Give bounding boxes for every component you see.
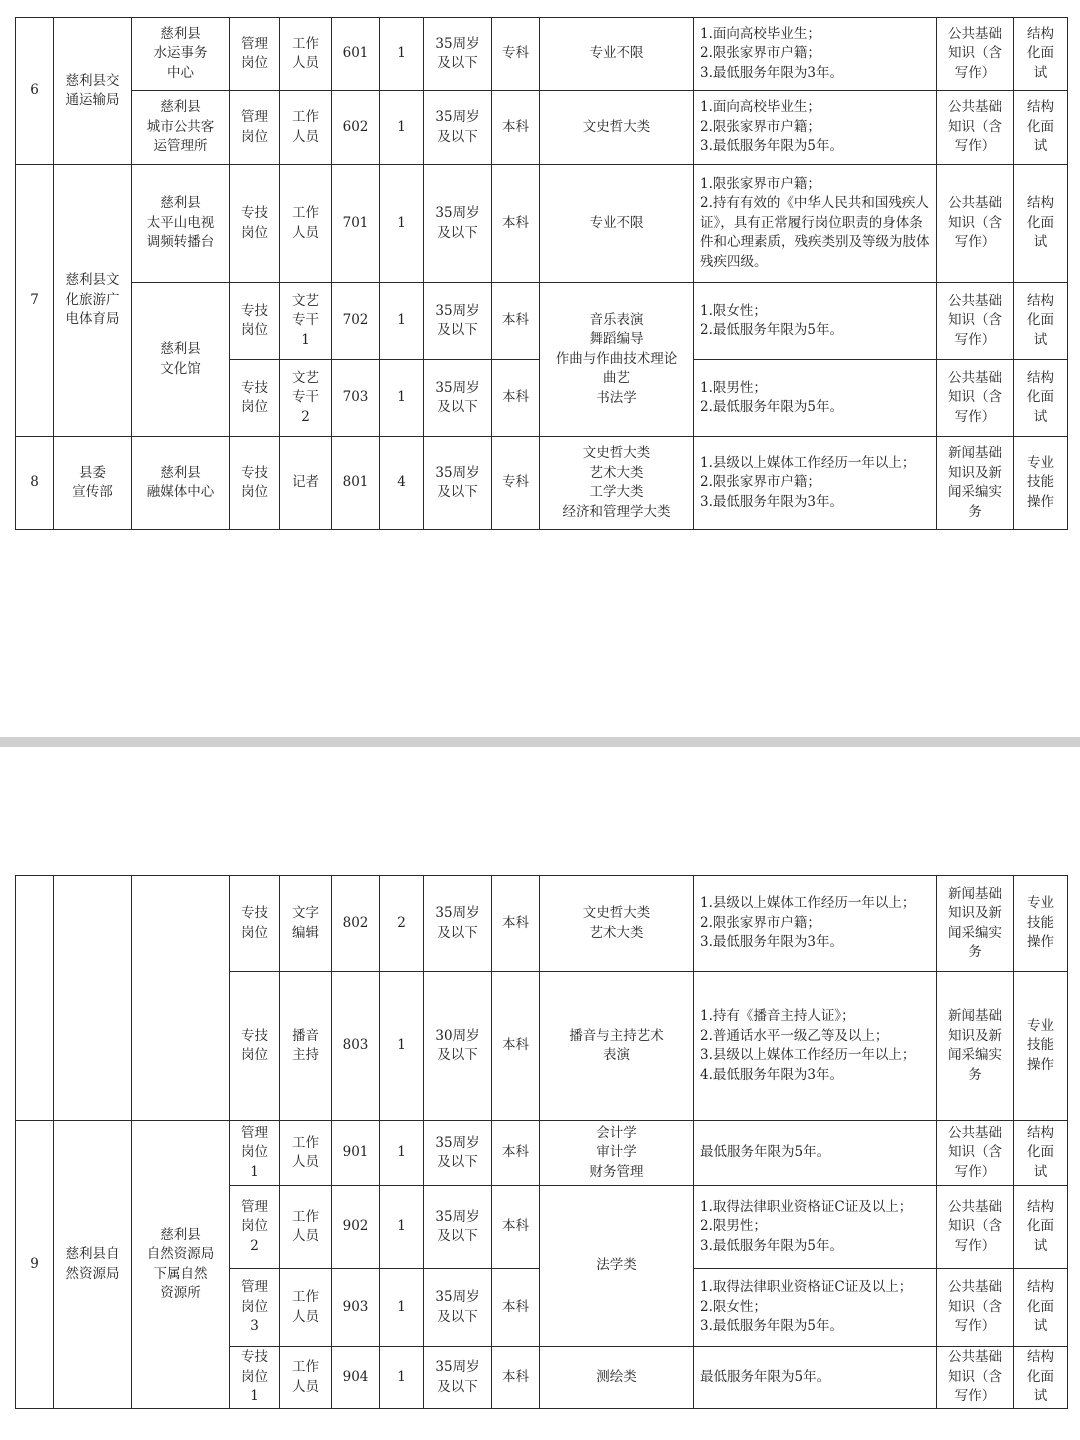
education-cell: 本科 [492, 1347, 540, 1409]
exam-subject-cell: 公共基础 知识（含 写作） [937, 283, 1014, 360]
education-cell: 本科 [492, 91, 540, 165]
unit-cell: 慈利县 融媒体中心 [132, 437, 230, 530]
department-cell: 慈利县文 化旅游广 电体育局 [54, 165, 132, 437]
department-cell: 慈利县交 通运输局 [54, 18, 132, 165]
requirements-cell: 最低服务年限为5年。 [694, 1347, 937, 1409]
education-cell: 本科 [492, 1269, 540, 1347]
exam-subject-cell: 公共基础 知识（含 写作） [937, 18, 1014, 91]
post-type-cell: 专技 岗位 1 [230, 1347, 280, 1409]
age-cell: 35周岁 及以下 [424, 1347, 492, 1409]
position-name-cell: 文艺 专干 1 [280, 283, 332, 360]
education-cell: 本科 [492, 360, 540, 437]
interview-cell: 专业 技能 操作 [1014, 876, 1068, 972]
post-type-cell: 专技 岗位 [230, 876, 280, 972]
education-cell: 本科 [492, 1186, 540, 1269]
requirements-cell: 1.限男性； 2.最低服务年限为5年。 [694, 360, 937, 437]
post-type-cell: 管理 岗位 2 [230, 1186, 280, 1269]
post-type-cell: 专技 岗位 [230, 437, 280, 530]
post-type-cell: 专技 岗位 [230, 972, 280, 1121]
recruitment-table-page2 [15, 875, 1068, 1409]
table-row [16, 283, 1068, 360]
exam-subject-cell: 公共基础 知识（含 写作） [937, 1186, 1014, 1269]
position-code-cell: 701 [332, 165, 380, 283]
age-cell: 35周岁 及以下 [424, 91, 492, 165]
position-code-cell: 803 [332, 972, 380, 1121]
count-cell: 1 [380, 165, 424, 283]
requirements-cell: 1.限女性； 2.最低服务年限为5年。 [694, 283, 937, 360]
exam-subject-cell: 公共基础 知识（含 写作） [937, 165, 1014, 283]
education-cell: 本科 [492, 876, 540, 972]
major-cell: 法学类 [540, 1186, 694, 1347]
position-name-cell: 文字 编辑 [280, 876, 332, 972]
table-row [16, 876, 1068, 972]
exam-subject-cell: 公共基础 知识（含 写作） [937, 91, 1014, 165]
requirements-cell: 1.取得法律职业资格证C证及以上； 2.限男性； 3.最低服务年限为5年。 [694, 1186, 937, 1269]
position-name-cell: 播音 主持 [280, 972, 332, 1121]
position-name-cell: 工作 人员 [280, 1347, 332, 1409]
post-type-cell: 管理 岗位 3 [230, 1269, 280, 1347]
major-cell: 专业不限 [540, 18, 694, 91]
major-cell: 测绘类 [540, 1347, 694, 1409]
department-cell: 县委 宣传部 [54, 437, 132, 530]
major-cell: 文史哲大类 艺术大类 [540, 876, 694, 972]
position-name-cell: 工作 人员 [280, 1121, 332, 1186]
row-index: 9 [16, 1121, 54, 1409]
age-cell: 35周岁 及以下 [424, 1186, 492, 1269]
exam-subject-cell: 新闻基础 知识及新 闻采编实 务 [937, 876, 1014, 972]
education-cell: 本科 [492, 165, 540, 283]
age-cell: 35周岁 及以下 [424, 283, 492, 360]
age-cell: 35周岁 及以下 [424, 18, 492, 91]
interview-cell: 结构 化面 试 [1014, 165, 1068, 283]
exam-subject-cell: 公共基础 知识（含 写作） [937, 1121, 1014, 1186]
age-cell: 30周岁 及以下 [424, 972, 492, 1121]
position-code-cell: 904 [332, 1347, 380, 1409]
unit-cell: 慈利县 城市公共客 运管理所 [132, 91, 230, 165]
position-name-cell: 工作 人员 [280, 18, 332, 91]
count-cell: 1 [380, 1347, 424, 1409]
interview-cell: 结构 化面 试 [1014, 360, 1068, 437]
position-code-cell: 801 [332, 437, 380, 530]
unit-cell: 慈利县 文化馆 [132, 283, 230, 437]
position-name-cell: 工作 人员 [280, 165, 332, 283]
interview-cell: 结构 化面 试 [1014, 91, 1068, 165]
age-cell: 35周岁 及以下 [424, 1121, 492, 1186]
education-cell: 本科 [492, 283, 540, 360]
requirements-cell: 1.持有《播音主持人证》； 2.普通话水平一级乙等及以上； 3.县级以上媒体工作经历一年以上； 4.最低服务年限为3年。 [694, 972, 937, 1121]
count-cell: 1 [380, 360, 424, 437]
recruitment-table-page1 [15, 17, 1068, 530]
post-type-cell: 管理 岗位 [230, 18, 280, 91]
count-cell: 2 [380, 876, 424, 972]
age-cell: 35周岁 及以下 [424, 360, 492, 437]
position-code-cell: 903 [332, 1269, 380, 1347]
age-cell: 35周岁 及以下 [424, 437, 492, 530]
unit-cell [132, 876, 230, 1121]
count-cell: 4 [380, 437, 424, 530]
position-name-cell: 工作 人员 [280, 91, 332, 165]
major-cell: 文史哲大类 [540, 91, 694, 165]
position-name-cell: 工作 人员 [280, 1269, 332, 1347]
requirements-cell: 1.取得法律职业资格证C证及以上； 2.限女性； 3.最低服务年限为5年。 [694, 1269, 937, 1347]
unit-cell: 慈利县 自然资源局 下属自然 资源所 [132, 1121, 230, 1409]
requirements-cell: 1.限张家界市户籍； 2.持有有效的《中华人民共和国残疾人证》，具有正常履行岗位职责的身体条件和心理素质，残疾类别及等级为肢体残疾四级。 [694, 165, 937, 283]
exam-subject-cell: 新闻基础 知识及新 闻采编实 务 [937, 972, 1014, 1121]
count-cell: 1 [380, 18, 424, 91]
education-cell: 本科 [492, 972, 540, 1121]
requirements-cell: 1.县级以上媒体工作经历一年以上； 2.限张家界市户籍； 3.最低服务年限为3年。 [694, 437, 937, 530]
table-row [16, 91, 1068, 165]
row-index: 7 [16, 165, 54, 437]
position-code-cell: 802 [332, 876, 380, 972]
exam-subject-cell: 公共基础 知识（含 写作） [937, 1347, 1014, 1409]
count-cell: 1 [380, 1121, 424, 1186]
count-cell: 1 [380, 1269, 424, 1347]
position-name-cell: 文艺 专干 2 [280, 360, 332, 437]
education-cell: 专科 [492, 437, 540, 530]
education-cell: 专科 [492, 18, 540, 91]
count-cell: 1 [380, 1186, 424, 1269]
position-code-cell: 702 [332, 283, 380, 360]
position-code-cell: 703 [332, 360, 380, 437]
row-index [16, 876, 54, 1121]
interview-cell: 结构 化面 试 [1014, 1121, 1068, 1186]
department-cell: 慈利县自 然资源局 [54, 1121, 132, 1409]
major-cell: 播音与主持艺术 表演 [540, 972, 694, 1121]
count-cell: 1 [380, 972, 424, 1121]
exam-subject-cell: 公共基础 知识（含 写作） [937, 1269, 1014, 1347]
position-code-cell: 601 [332, 18, 380, 91]
major-cell: 音乐表演 舞蹈编导 作曲与作曲技术理论 曲艺 书法学 [540, 283, 694, 437]
interview-cell: 结构 化面 试 [1014, 1186, 1068, 1269]
interview-cell: 结构 化面 试 [1014, 18, 1068, 91]
major-cell: 专业不限 [540, 165, 694, 283]
interview-cell: 结构 化面 试 [1014, 283, 1068, 360]
requirements-cell: 1.面向高校毕业生； 2.限张家界市户籍； 3.最低服务年限为3年。 [694, 18, 937, 91]
requirements-cell: 1.面向高校毕业生； 2.限张家界市户籍； 3.最低服务年限为5年。 [694, 91, 937, 165]
page-separator [0, 737, 1080, 747]
requirements-cell: 1.县级以上媒体工作经历一年以上； 2.限张家界市户籍； 3.最低服务年限为3年。 [694, 876, 937, 972]
interview-cell: 专业 技能 操作 [1014, 437, 1068, 530]
post-type-cell: 专技 岗位 [230, 360, 280, 437]
row-index: 8 [16, 437, 54, 530]
department-cell [54, 876, 132, 1121]
unit-cell: 慈利县 水运事务 中心 [132, 18, 230, 91]
count-cell: 1 [380, 283, 424, 360]
requirements-cell: 最低服务年限为5年。 [694, 1121, 937, 1186]
exam-subject-cell: 新闻基础 知识及新 闻采编实 务 [937, 437, 1014, 530]
row-index: 6 [16, 18, 54, 165]
age-cell: 35周岁 及以下 [424, 876, 492, 972]
post-type-cell: 管理 岗位 1 [230, 1121, 280, 1186]
major-cell: 文史哲大类 艺术大类 工学大类 经济和管理学大类 [540, 437, 694, 530]
post-type-cell: 管理 岗位 [230, 91, 280, 165]
major-cell: 会计学 审计学 财务管理 [540, 1121, 694, 1186]
table-row [16, 18, 1068, 91]
age-cell: 35周岁 及以下 [424, 1269, 492, 1347]
interview-cell: 结构 化面 试 [1014, 1269, 1068, 1347]
exam-subject-cell: 公共基础 知识（含 写作） [937, 360, 1014, 437]
interview-cell: 结构 化面 试 [1014, 1347, 1068, 1409]
count-cell: 1 [380, 91, 424, 165]
position-code-cell: 902 [332, 1186, 380, 1269]
table-row [16, 1121, 1068, 1186]
age-cell: 35周岁 及以下 [424, 165, 492, 283]
position-name-cell: 工作 人员 [280, 1186, 332, 1269]
interview-cell: 专业 技能 操作 [1014, 972, 1068, 1121]
position-code-cell: 901 [332, 1121, 380, 1186]
unit-cell: 慈利县 太平山电视 调频转播台 [132, 165, 230, 283]
post-type-cell: 专技 岗位 [230, 283, 280, 360]
position-code-cell: 602 [332, 91, 380, 165]
post-type-cell: 专技 岗位 [230, 165, 280, 283]
table-row [16, 437, 1068, 530]
position-name-cell: 记者 [280, 437, 332, 530]
education-cell: 本科 [492, 1121, 540, 1186]
table-row [16, 165, 1068, 283]
